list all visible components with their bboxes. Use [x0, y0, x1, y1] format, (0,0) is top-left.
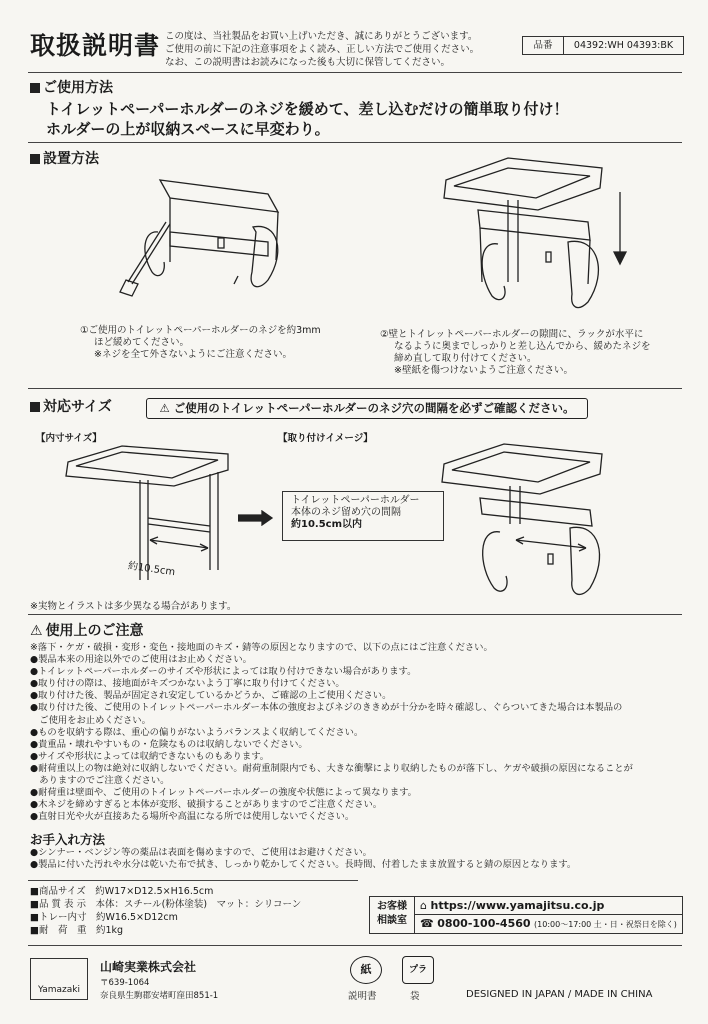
divider [28, 614, 682, 615]
caution-line: ●耐荷重以上の物は絶対に収納しないでください。耐荷重制限内でも、大きな衝撃により収納したものが落下し、ケガや破損の原因になることが [30, 762, 633, 774]
size-heading [30, 396, 112, 416]
install-illustration-1 [118, 172, 288, 302]
caution-line: ●取り付けた後、ご使用のトイレットペーパーホルダー本体の強度およびネジのききめが十分かを時々確認し、ぐらついてきた場合は本製品の [30, 702, 623, 714]
step-1-line: ほど緩めてください。 [94, 337, 190, 348]
contact-label [370, 897, 415, 933]
spec-line: ■トレー内寸 約W16.5×D12cm [30, 912, 178, 923]
care-line: ●製品に付いた汚れや水分は乾いた布で拭き、しっかり乾かしてください。長時間、付着したまま放置すると錆の原因となります。 [30, 859, 577, 871]
usage-line: トイレットペーパーホルダーのネジを緩めて、差し込むだけの簡単取り付け！ [46, 100, 569, 118]
caution-line: ●耐荷重は壁面や、ご使用のトイレットペーパーホルダーの強度や状態によって異なります。 [30, 787, 417, 799]
caution-line: ※落下・ケガ・破損・変形・変色・接地面のキズ・錆等の原因となりますので、以下の点にはご注意ください。 [30, 642, 493, 653]
inner-dimension-label: 約10.5cm [127, 560, 176, 579]
care-line: ●シンナー・ベンジン等の薬品は表面を傷めますので、ご使用はお避けください。 [30, 847, 372, 858]
caution-line: ●製品本来の用途以外でのご使用はお止めください。 [30, 654, 252, 666]
usage-text [46, 99, 568, 139]
usage-line: ホルダーの上が収納スペースに早変わり。 [46, 120, 330, 138]
callout-line: 本体のネジ留め穴の間隔 [291, 507, 401, 518]
phone-icon: ☎ [420, 917, 434, 930]
illustration-note: ※実物とイラストは多少異なる場合があります。 [30, 601, 237, 612]
caution-heading [30, 620, 144, 640]
contact-phone-row [415, 915, 682, 933]
caution-heading-text: 使用上のご注意 [45, 623, 144, 639]
caution-line: ●取り付けた後、製品が固定され安定しているかどうか、ご確認の上ご使用ください。 [30, 690, 392, 702]
care-heading: お手入れ方法 [30, 832, 106, 847]
part-number-value: 04392:WH 04393:BK [573, 40, 674, 51]
divider [28, 142, 682, 143]
plastic-recycle-icon: プラ [402, 956, 434, 984]
intro-line: なお、この説明書はお読みになった後も大切に保管してください。 [165, 57, 451, 68]
caution-line: ●サイズや形状によっては収納できないものもあります。 [30, 750, 270, 762]
divider [28, 388, 682, 389]
intro-line: ご使用の前に下記の注意事項をよく読み、正しい方法でご使用ください。 [165, 44, 480, 55]
caution-line: ●直射日光や火が直接あたる場所や高温になる所では使用しないでください。 [30, 811, 355, 823]
step-2-note: ※壁紙を傷つけないようご注意ください。 [394, 365, 573, 376]
divider [28, 945, 682, 946]
usage-heading-text: ご使用方法 [43, 80, 113, 96]
company-address: 奈良県生駒郡安堵町窪田851-1 [100, 991, 219, 1001]
warning-triangle-icon: ⚠ [30, 623, 43, 639]
caution-line: ●貴重品・壊れやすいもの・危険なものは収納しないでください。 [30, 738, 308, 750]
spec-list [30, 885, 301, 937]
warning-box: ⚠ ご使用のトイレットペーパーホルダーのネジ穴の間隔を必ずご確認ください。 [146, 398, 588, 419]
spec-line: ■商品サイズ 約W17×D12.5×H16.5cm [30, 886, 214, 897]
website-link[interactable]: https://www.yamajitsu.co.jp [430, 899, 605, 912]
part-number-box [522, 36, 684, 55]
callout-line: 約10.5cm以内 [291, 519, 363, 530]
size-heading-text: 対応サイズ [43, 399, 112, 415]
mount-image-label: 【取り付けイメージ】 [278, 433, 373, 444]
square-bullet-icon [30, 83, 40, 93]
divider [28, 72, 682, 73]
install-step-1 [80, 325, 321, 361]
contact-box [369, 896, 683, 934]
step-1-line: ①ご使用のトイレットペーパーホルダーのネジを約3mm [80, 325, 321, 336]
part-number-label: 品番 [523, 37, 564, 54]
page-title: 取扱説明書 [30, 31, 161, 60]
square-bullet-icon [30, 154, 40, 164]
spec-line: ■耐 荷 重 約1kg [30, 925, 124, 936]
install-step-2 [380, 329, 651, 377]
caution-line: ●トイレットペーパーホルダーのサイズや形状によっては取り付けできない場合があります。 [30, 666, 417, 678]
paper-recycle-label: 説明書 [348, 991, 377, 1002]
company-name: 山崎実業株式会社 [100, 960, 197, 974]
caution-line: ●木ネジを締めすぎると本体が変形、破損することがありますのでご注意ください。 [30, 799, 383, 811]
divider [28, 880, 358, 881]
plastic-recycle-label: 袋 [410, 991, 420, 1002]
inner-size-label: 【内寸サイズ】 [36, 433, 102, 444]
company-logo: Yamazaki [30, 958, 88, 1000]
origin-text: DESIGNED IN JAPAN / MADE IN CHINA [466, 989, 653, 1000]
right-arrow-icon [238, 510, 274, 526]
contact-rows [415, 897, 682, 933]
intro-line: この度は、当社製品をお買い上げいただき、誠にありがとうございます。 [165, 31, 478, 42]
step-2-line: ②壁とトイレットペーパーホルダーの隙間に、ラックが水平に [380, 329, 644, 340]
step-2-line: なるように奥までしっかりと差し込んでから、緩めたネジを [394, 341, 651, 352]
square-bullet-icon [30, 402, 40, 412]
contact-label-line: お客様 [377, 901, 407, 912]
usage-heading [30, 77, 113, 97]
callout-line: トイレットペーパーホルダー [291, 495, 420, 506]
install-illustration-2 [438, 152, 638, 327]
caution-line: ありますのでご注意ください。 [30, 775, 170, 787]
caution-list [30, 642, 690, 823]
phone-hours: (10:00～17:00 土・日・祝祭日を除く) [534, 920, 677, 929]
company-zip: 〒639-1064 [100, 978, 150, 988]
contact-label-line: 相談室 [377, 915, 407, 926]
install-heading-text: 設置方法 [43, 151, 99, 167]
mount-image-diagram [440, 436, 610, 611]
callout-box [282, 491, 444, 541]
step-2-line: 締め直して取り付けてください。 [394, 353, 537, 364]
spec-line: ■品 質 表 示 本体：スチール(粉体塗装) マット：シリコーン [30, 899, 302, 910]
install-heading [30, 148, 99, 168]
caution-line: ●ものを収納する際は、重心の偏りがないようバランスよく収納してください。 [30, 726, 364, 738]
step-1-note: ※ネジを全て外さないようにご注意ください。 [94, 349, 292, 360]
care-list [30, 847, 690, 871]
paper-recycle-icon: 紙 [350, 956, 382, 984]
home-icon: ⌂ [420, 899, 427, 912]
caution-line: ●取り付けの際は、接地面がキズつかないよう丁寧に取り付けてください。 [30, 678, 345, 690]
contact-url-row [415, 897, 682, 915]
caution-line: ご使用をお止めください。 [30, 714, 151, 726]
intro-text [165, 30, 479, 69]
phone-number[interactable]: 0800-100-4560 [437, 917, 531, 930]
